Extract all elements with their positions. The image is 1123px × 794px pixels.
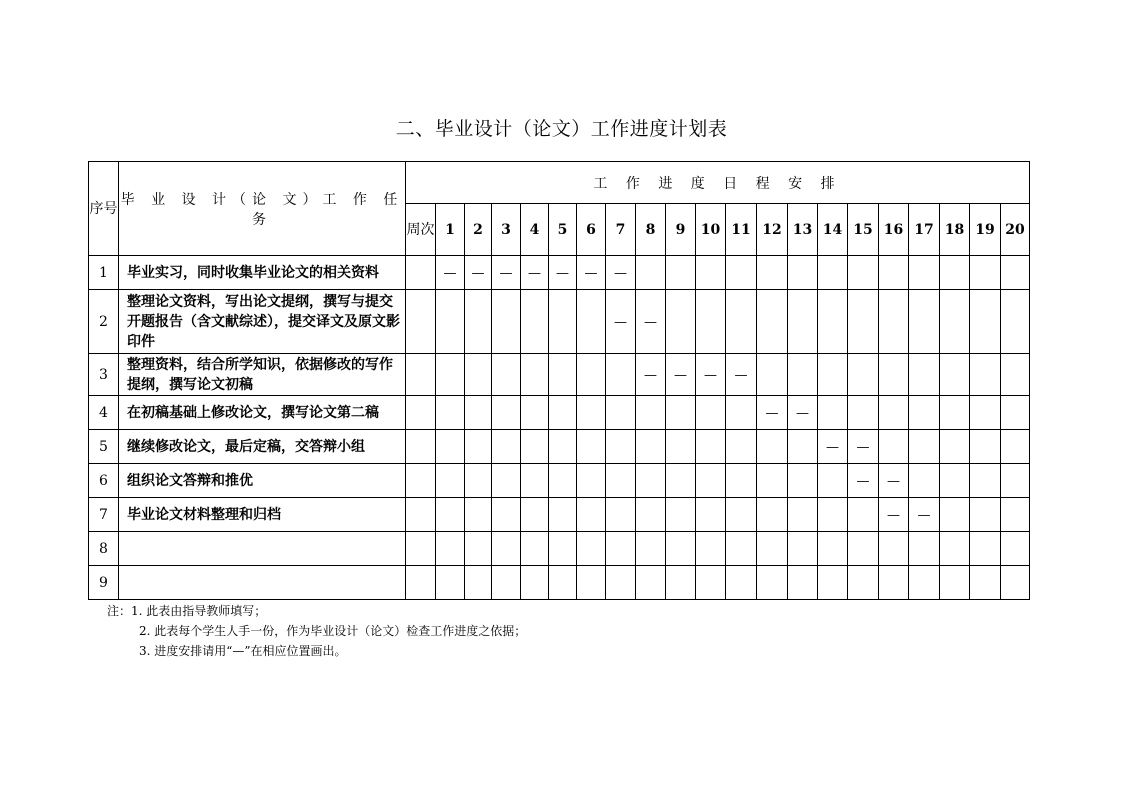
schedule-cell-week-12 [757,566,788,600]
schedule-cell-week-2 [465,566,492,600]
week-number-1: 1 [436,204,465,256]
row-week-label-cell [406,430,436,464]
week-number-3: 3 [492,204,521,256]
schedule-cell-week-15 [848,532,879,566]
schedule-cell-week-16 [879,464,909,498]
page-title: 二、毕业设计（论文）工作进度计划表 [395,118,728,140]
schedule-cell-week-18 [940,532,970,566]
schedule-cell-week-20 [1001,532,1030,566]
schedule-cell-week-3 [492,566,521,600]
schedule-cell-week-19 [970,256,1001,290]
schedule-cell-week-19 [970,430,1001,464]
schedule-cell-week-18 [940,256,970,290]
schedule-cell-week-6 [577,464,606,498]
schedule-cell-week-1 [436,396,465,430]
row-week-label-cell [406,464,436,498]
schedule-cell-week-11 [726,396,757,430]
table-row [89,464,1030,498]
row-week-label-cell [406,396,436,430]
schedule-cell-week-17 [909,354,940,396]
note-line-3 [107,641,526,661]
schedule-cell-week-5 [549,464,577,498]
row-week-label-cell [406,354,436,396]
progress-mark: — [614,265,627,281]
schedule-cell-week-7 [606,430,636,464]
table-row [89,256,1030,290]
progress-mark: — [796,405,809,421]
progress-mark: — [887,507,900,523]
note-item-2: 2. 此表每个学生人手一份，作为毕业设计（论文）检查工作进度之依据； [139,624,527,638]
schedule-cell-week-1 [436,464,465,498]
schedule-cell-week-12 [757,396,788,430]
schedule-cell-week-17 [909,464,940,498]
notes [107,601,526,661]
progress-mark: — [674,367,687,383]
schedule-cell-week-8 [636,566,666,600]
schedule-cell-week-5 [549,430,577,464]
week-number-10: 10 [696,204,726,256]
table-row [89,498,1030,532]
schedule-cell-week-17 [909,256,940,290]
schedule-cell-week-20 [1001,396,1030,430]
schedule-cell-week-8 [636,290,666,354]
schedule-cell-week-20 [1001,256,1030,290]
progress-mark: — [584,265,598,281]
schedule-cell-week-10 [696,566,726,600]
row-seq: 2 [89,290,119,354]
schedule-cell-week-16 [879,430,909,464]
schedule-cell-week-3 [492,498,521,532]
row-task: 毕业论文材料整理和归档 [119,498,406,532]
schedule-cell-week-11 [726,290,757,354]
schedule-cell-week-9 [666,498,696,532]
schedule-cell-week-3 [492,354,521,396]
schedule-cell-week-10 [696,256,726,290]
schedule-cell-week-19 [970,396,1001,430]
week-number-12: 12 [757,204,788,256]
schedule-cell-week-6 [577,396,606,430]
week-number-19: 19 [970,204,1001,256]
schedule-cell-week-16 [879,256,909,290]
row-task: 整理论文资料，写出论文提纲，撰写与提交开题报告（含文献综述），提交译文及原文影印件 [119,290,406,354]
schedule-cell-week-14 [818,532,848,566]
row-task [119,566,406,600]
schedule-cell-week-18 [940,396,970,430]
schedule-cell-week-10 [696,396,726,430]
row-task: 在初稿基础上修改论文，撰写论文第二稿 [119,396,406,430]
week-number-4: 4 [521,204,549,256]
progress-mark: — [556,265,569,281]
progress-mark: — [856,473,870,489]
schedule-cell-week-7 [606,498,636,532]
schedule-cell-week-7 [606,566,636,600]
schedule-cell-week-12 [757,498,788,532]
row-task: 继续修改论文，最后定稿，交答辩小组 [119,430,406,464]
progress-mark: — [734,367,748,383]
schedule-cell-week-7 [606,256,636,290]
note-prefix: 注： [107,604,132,618]
row-seq: 9 [89,566,119,600]
schedule-cell-week-3 [492,256,521,290]
schedule-cell-week-9 [666,290,696,354]
schedule-cell-week-12 [757,430,788,464]
schedule-cell-week-10 [696,532,726,566]
schedule-cell-week-14 [818,290,848,354]
schedule-cell-week-16 [879,566,909,600]
progress-mark: — [614,314,627,330]
schedule-cell-week-12 [757,354,788,396]
schedule-cell-week-5 [549,290,577,354]
schedule-cell-week-16 [879,532,909,566]
row-week-label-cell [406,498,436,532]
schedule-cell-week-10 [696,464,726,498]
schedule-cell-week-7 [606,464,636,498]
schedule-cell-week-14 [818,498,848,532]
week-number-11: 11 [726,204,757,256]
schedule-cell-week-15 [848,396,879,430]
schedule-cell-week-14 [818,354,848,396]
schedule-cell-week-6 [577,532,606,566]
schedule-cell-week-18 [940,464,970,498]
schedule-cell-week-16 [879,290,909,354]
schedule-cell-week-7 [606,396,636,430]
schedule-cell-week-9 [666,430,696,464]
schedule-cell-week-14 [818,566,848,600]
row-week-label-cell [406,532,436,566]
schedule-table [88,161,1030,600]
schedule-cell-week-2 [465,354,492,396]
schedule-cell-week-19 [970,290,1001,354]
schedule-cell-week-13 [788,498,818,532]
schedule-cell-week-4 [521,498,549,532]
schedule-cell-week-2 [465,256,492,290]
schedule-cell-week-13 [788,430,818,464]
schedule-cell-week-18 [940,430,970,464]
schedule-cell-week-2 [465,290,492,354]
schedule-cell-week-2 [465,396,492,430]
schedule-cell-week-5 [549,256,577,290]
schedule-cell-week-10 [696,290,726,354]
schedule-cell-week-4 [521,566,549,600]
schedule-cell-week-6 [577,256,606,290]
schedule-cell-week-11 [726,256,757,290]
schedule-cell-week-4 [521,354,549,396]
schedule-cell-week-13 [788,290,818,354]
schedule-cell-week-4 [521,256,549,290]
schedule-cell-week-6 [577,498,606,532]
schedule-cell-week-14 [818,464,848,498]
schedule-cell-week-1 [436,498,465,532]
schedule-cell-week-13 [788,256,818,290]
header-seq: 序号 [89,162,119,256]
row-week-label-cell [406,256,436,290]
schedule-cell-week-20 [1001,464,1030,498]
schedule-cell-week-3 [492,396,521,430]
row-week-label-cell [406,566,436,600]
schedule-cell-week-18 [940,290,970,354]
progress-mark: — [765,405,779,421]
schedule-cell-week-4 [521,396,549,430]
schedule-cell-week-8 [636,396,666,430]
week-number-6: 6 [577,204,606,256]
row-week-label-cell [406,290,436,354]
week-number-9: 9 [666,204,696,256]
table-row [89,396,1030,430]
schedule-cell-week-15 [848,430,879,464]
schedule-cell-week-8 [636,430,666,464]
progress-mark: — [917,507,931,523]
schedule-cell-week-3 [492,532,521,566]
table-row [89,290,1030,354]
schedule-cell-week-3 [492,464,521,498]
schedule-cell-week-6 [577,566,606,600]
schedule-cell-week-16 [879,354,909,396]
schedule-cell-week-13 [788,354,818,396]
schedule-cell-week-20 [1001,566,1030,600]
schedule-cell-week-19 [970,566,1001,600]
table-row [89,532,1030,566]
schedule-cell-week-7 [606,354,636,396]
row-seq: 7 [89,498,119,532]
progress-mark: — [644,367,657,383]
schedule-cell-week-6 [577,290,606,354]
schedule-cell-week-8 [636,498,666,532]
note-item-3: 3. 进度安排请用“—”在相应位置画出。 [139,644,347,658]
progress-mark: — [826,439,839,455]
schedule-cell-week-10 [696,498,726,532]
schedule-cell-week-13 [788,532,818,566]
schedule-cell-week-7 [606,290,636,354]
row-seq: 5 [89,430,119,464]
schedule-cell-week-9 [666,396,696,430]
schedule-cell-week-9 [666,256,696,290]
schedule-cell-week-14 [818,396,848,430]
schedule-cell-week-9 [666,532,696,566]
schedule-cell-week-10 [696,430,726,464]
week-number-16: 16 [879,204,909,256]
schedule-cell-week-8 [636,464,666,498]
schedule-cell-week-5 [549,532,577,566]
schedule-cell-week-11 [726,566,757,600]
schedule-cell-week-17 [909,396,940,430]
schedule-cell-week-8 [636,532,666,566]
schedule-cell-week-17 [909,498,940,532]
row-seq: 1 [89,256,119,290]
schedule-cell-week-5 [549,354,577,396]
progress-mark: — [856,439,870,455]
row-task [119,532,406,566]
schedule-cell-week-20 [1001,290,1030,354]
table-row [89,354,1030,396]
schedule-cell-week-12 [757,464,788,498]
schedule-cell-week-11 [726,532,757,566]
schedule-cell-week-13 [788,566,818,600]
row-seq: 3 [89,354,119,396]
table-row [89,430,1030,464]
schedule-cell-week-1 [436,256,465,290]
week-number-17: 17 [909,204,940,256]
schedule-cell-week-18 [940,566,970,600]
schedule-cell-week-11 [726,464,757,498]
schedule-cell-week-14 [818,256,848,290]
schedule-cell-week-9 [666,354,696,396]
schedule-cell-week-5 [549,498,577,532]
schedule-cell-week-4 [521,532,549,566]
schedule-cell-week-1 [436,430,465,464]
week-number-20: 20 [1001,204,1030,256]
week-number-7: 7 [606,204,636,256]
row-seq: 8 [89,532,119,566]
progress-mark: — [644,314,657,330]
week-number-8: 8 [636,204,666,256]
schedule-cell-week-4 [521,464,549,498]
schedule-cell-week-13 [788,396,818,430]
schedule-cell-week-19 [970,498,1001,532]
schedule-cell-week-2 [465,498,492,532]
schedule-cell-week-15 [848,566,879,600]
progress-mark: — [499,265,513,281]
schedule-cell-week-17 [909,532,940,566]
schedule-cell-week-9 [666,464,696,498]
table-row [89,566,1030,600]
week-number-5: 5 [549,204,577,256]
schedule-cell-week-4 [521,430,549,464]
schedule-cell-week-1 [436,354,465,396]
schedule-cell-week-11 [726,430,757,464]
schedule-cell-week-13 [788,464,818,498]
schedule-cell-week-12 [757,532,788,566]
schedule-cell-week-14 [818,430,848,464]
schedule-cell-week-12 [757,290,788,354]
schedule-cell-week-8 [636,354,666,396]
week-number-18: 18 [940,204,970,256]
progress-mark: — [528,265,541,281]
schedule-cell-week-20 [1001,498,1030,532]
schedule-cell-week-17 [909,430,940,464]
schedule-cell-week-20 [1001,354,1030,396]
schedule-cell-week-1 [436,566,465,600]
schedule-cell-week-18 [940,354,970,396]
schedule-cell-week-8 [636,256,666,290]
schedule-cell-week-6 [577,354,606,396]
header-schedule: 工 作 进 度 日 程 安 排 [406,162,1030,204]
schedule-cell-week-5 [549,396,577,430]
row-task: 整理资料，结合所学知识，依据修改的写作提纲，撰写论文初稿 [119,354,406,396]
week-number-2: 2 [465,204,492,256]
note-item-1: 1. 此表由指导教师填写； [131,604,267,618]
schedule-cell-week-15 [848,498,879,532]
schedule-cell-week-2 [465,430,492,464]
week-number-15: 15 [848,204,879,256]
schedule-cell-week-3 [492,430,521,464]
schedule-cell-week-2 [465,464,492,498]
row-task: 毕业实习，同时收集毕业论文的相关资料 [119,256,406,290]
note-line-2 [107,621,526,641]
progress-mark: — [704,367,717,383]
schedule-cell-week-9 [666,566,696,600]
schedule-cell-week-19 [970,464,1001,498]
schedule-cell-week-15 [848,290,879,354]
note-line-1 [107,601,526,621]
schedule-cell-week-12 [757,256,788,290]
progress-mark: — [471,265,485,281]
schedule-cell-week-3 [492,290,521,354]
schedule-cell-week-16 [879,396,909,430]
schedule-cell-week-15 [848,354,879,396]
schedule-cell-week-18 [940,498,970,532]
schedule-cell-week-15 [848,256,879,290]
header-task: 毕 业 设 计（论 文）工 作 任 务 [119,162,406,256]
header-week: 周次 [406,204,436,256]
schedule-cell-week-5 [549,566,577,600]
schedule-cell-week-2 [465,532,492,566]
schedule-cell-week-11 [726,498,757,532]
row-seq: 6 [89,464,119,498]
schedule-cell-week-20 [1001,430,1030,464]
schedule-cell-week-16 [879,498,909,532]
schedule-cell-week-10 [696,354,726,396]
week-number-13: 13 [788,204,818,256]
schedule-cell-week-1 [436,290,465,354]
row-task: 组织论文答辩和推优 [119,464,406,498]
progress-mark: — [887,473,900,489]
schedule-cell-week-4 [521,290,549,354]
schedule-cell-week-15 [848,464,879,498]
schedule-cell-week-11 [726,354,757,396]
schedule-cell-week-1 [436,532,465,566]
row-seq: 4 [89,396,119,430]
schedule-cell-week-19 [970,532,1001,566]
schedule-cell-week-6 [577,430,606,464]
schedule-cell-week-17 [909,290,940,354]
progress-mark: — [443,265,457,281]
schedule-cell-week-7 [606,532,636,566]
week-number-14: 14 [818,204,848,256]
schedule-cell-week-17 [909,566,940,600]
schedule-cell-week-19 [970,354,1001,396]
